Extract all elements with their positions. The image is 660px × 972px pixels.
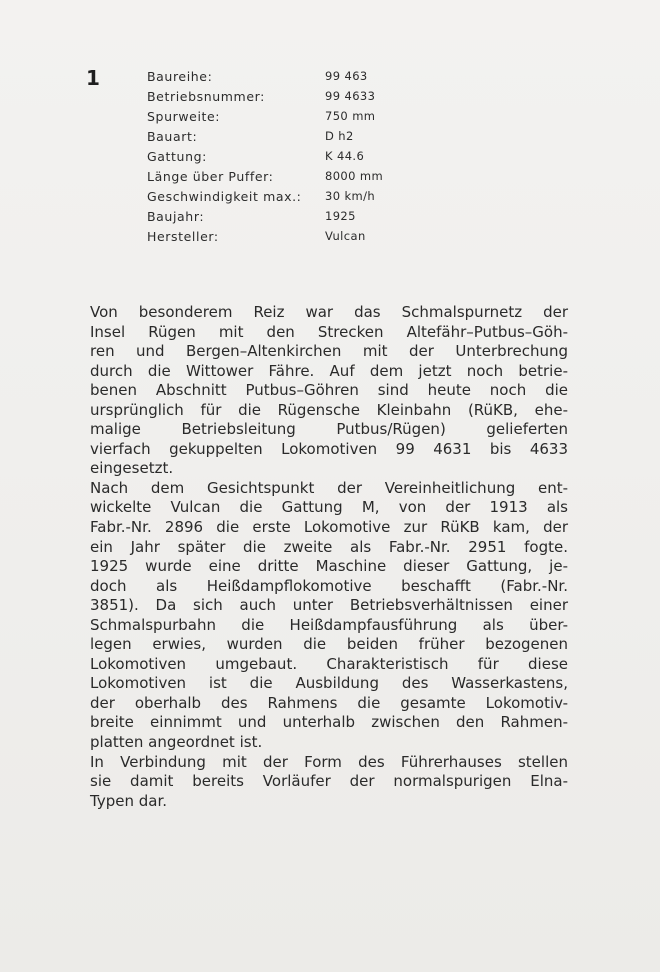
spec-row-betriebsnummer <box>147 86 447 106</box>
text-line: ursprünglich für die Rügensche Kleinbahn (RüKB, ehe- <box>90 400 568 419</box>
text-line: Von besonderem Reiz war das Schmalspurnetz der <box>90 303 568 321</box>
page-number: 1 <box>86 66 100 90</box>
spec-label: Gattung: <box>147 148 207 164</box>
spec-table <box>147 66 447 246</box>
spec-row-baureihe <box>147 66 447 86</box>
spec-label: Baujahr: <box>147 208 205 224</box>
spec-label: Spurweite: <box>147 108 221 124</box>
spec-label: Geschwindigkeit max.: <box>147 188 302 204</box>
text-line: platten angeordnet ist. <box>90 733 263 752</box>
text-line: 1925 wurde eine dritte Maschine dieser Gattung, je- <box>90 557 568 576</box>
spec-row-gattung <box>147 146 447 166</box>
spec-value: 30 km/h <box>325 189 376 203</box>
spec-value: D h2 <box>325 129 354 143</box>
text-line: Typen dar. <box>90 791 167 810</box>
text-line: der oberhalb des Rahmens die gesamte Lokomotiv- <box>90 693 568 712</box>
text-line: Fabr.-Nr. 2896 die erste Lokomotive zur RüKB kam, der <box>90 518 568 537</box>
text-line: ren und Bergen–Altenkirchen mit der Unterbrechung <box>90 342 568 361</box>
text-line: eingesetzt. <box>90 459 174 478</box>
text-line: ein Jahr später die zweite als Fabr.-Nr. 2951 fogte. <box>90 537 568 556</box>
text-line: doch als Heißdampflokomotive beschafft (Fabr.-Nr. <box>90 576 568 595</box>
text-line: wickelte Vulcan die Gattung M, von der 1913 als <box>90 498 568 517</box>
spec-label: Länge über Puffer: <box>147 168 274 184</box>
text-line: benen Abschnitt Putbus–Göhren sind heute noch die <box>90 381 568 400</box>
text-line: durch die Wittower Fähre. Auf dem jetzt noch betrie- <box>90 361 568 380</box>
spec-value: K 44.6 <box>325 149 365 163</box>
text-line: 3851). Da sich auch unter Betriebsverhältnissen einer <box>90 596 568 615</box>
spec-value: 8000 mm <box>325 169 384 183</box>
spec-value: 1925 <box>325 209 356 223</box>
spec-row-bauart <box>147 126 447 146</box>
spec-value: Vulcan <box>325 229 366 243</box>
spec-row-laenge <box>147 166 447 186</box>
spec-label: Bauart: <box>147 128 198 144</box>
text-line: vierfach gekuppelten Lokomotiven 99 4631 bis 4633 <box>90 439 568 458</box>
body-paragraphs <box>90 303 568 811</box>
spec-value: 750 mm <box>325 109 376 123</box>
text-line: In Verbindung mit der Form des Führerhauses stellen <box>90 752 568 771</box>
spec-value: 99 463 <box>325 69 368 83</box>
text-line: Nach dem Gesichtspunkt der Vereinheitlichung ent- <box>90 478 568 497</box>
text-line: legen erwies, wurden die beiden früher bezogenen <box>90 635 568 654</box>
spec-label: Baureihe: <box>147 68 213 84</box>
spec-row-hersteller <box>147 226 447 246</box>
text-line: breite einnimmt und unterhalb zwischen den Rahmen- <box>90 713 568 732</box>
spec-label: Betriebsnummer: <box>147 88 265 104</box>
text-line: malige Betriebsleitung Putbus/Rügen) gelieferten <box>90 420 568 439</box>
text-line: Lokomotiven umgebaut. Charakteristisch für diese <box>90 654 568 673</box>
text-line: Insel Rügen mit den Strecken Altefähr–Putbus–Göh- <box>90 322 568 341</box>
spec-row-geschwindigkeit <box>147 186 447 206</box>
text-line: sie damit bereits Vorläufer der normalspurigen Elna- <box>90 772 568 791</box>
text-line: Schmalspurbahn die Heißdampfausführung als über- <box>90 615 568 634</box>
text-line: Lokomotiven ist die Ausbildung des Wasserkastens, <box>90 674 568 693</box>
spec-label: Hersteller: <box>147 228 219 244</box>
spec-row-baujahr <box>147 206 447 226</box>
spec-row-spurweite <box>147 106 447 126</box>
spec-value: 99 4633 <box>325 89 376 103</box>
